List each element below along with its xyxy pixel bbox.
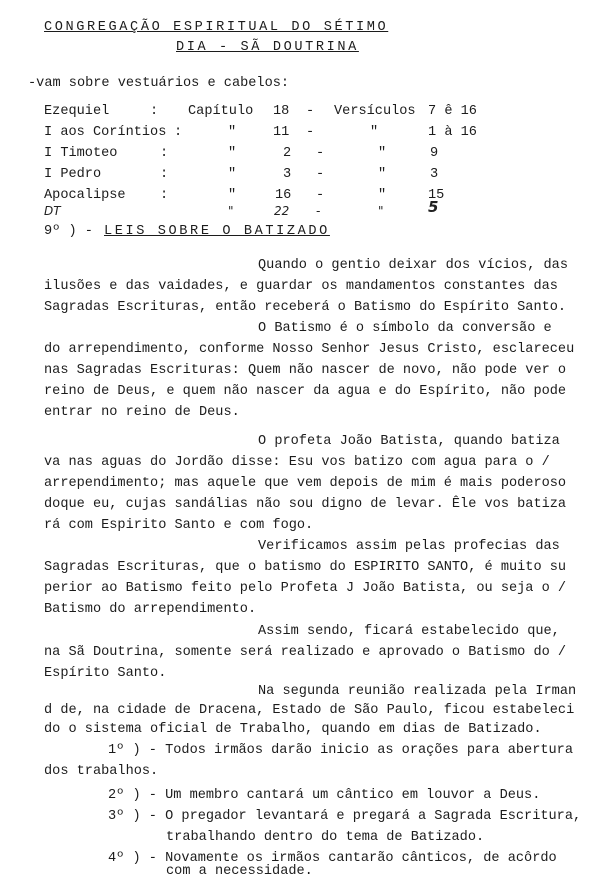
body-line: Batismo do arrependimento. [44, 602, 257, 617]
body-line: Assim sendo, ficará estabelecido que, [258, 624, 560, 639]
body-line: rá com Espirito Santo e com fogo. [44, 518, 314, 533]
body-line: d de, na cidade de Dracena, Estado de São Paulo, ficou estabeleci [44, 703, 575, 718]
body-line: dos trabalhos. [44, 764, 159, 779]
body-line: entrar no reino de Deus. [44, 405, 240, 420]
body-line: O Batismo é o símbolo da conversão e [258, 321, 552, 336]
ref-handwritten-verses: 5 [428, 198, 439, 216]
ref-verse-label: " [378, 167, 387, 182]
ref-handwritten-chapter-label: " [228, 204, 234, 218]
body-line: na Sã Doutrina, somente será realizado e aprovado o Batismo do / [44, 645, 567, 660]
ref-book: I aos Coríntios [44, 125, 167, 140]
body-line: com a necessidade. [166, 864, 313, 879]
body-line: Na segunda reunião realizada pela Irman [258, 684, 577, 699]
body-line: va nas aguas do Jordão disse: Esu vos batizo com agua para o / [44, 455, 550, 470]
ref-chapter: 11 [273, 125, 290, 140]
ref-verse-label: Versículos [334, 104, 416, 119]
section-number: 9º ) - [44, 224, 93, 239]
ref-chapter: 3 [283, 167, 292, 182]
body-line: ilusões e das vaidades, e guardar os mandamentos constantes das [44, 279, 558, 294]
ref-verses: 15 [428, 188, 445, 203]
ref-handwritten-chapter: 22 [274, 204, 290, 218]
ref-chapter-label: " [228, 167, 237, 182]
ref-verses: 1 à 16 [428, 125, 477, 140]
ref-book: I Pedro [44, 167, 102, 182]
references-intro: -vam sobre vestuários e cabelos: [28, 76, 290, 91]
body-line: trabalhando dentro do tema de Batizado. [166, 830, 485, 845]
ref-book: Apocalipse [44, 188, 126, 203]
body-line: 1º ) - Todos irmãos darão inicio as orações para abertura [108, 743, 573, 758]
ref-dash: - [306, 104, 315, 119]
body-line: arrependimento; mas aquele que vem depois de mim é mais poderoso [44, 476, 567, 491]
ref-handwritten-dash: - [316, 204, 321, 218]
ref-sep: : [150, 104, 159, 119]
ref-dash: - [316, 146, 325, 161]
ref-chapter: 18 [273, 104, 290, 119]
ref-chapter-label: " [228, 146, 237, 161]
ref-book: Ezequiel [44, 104, 110, 119]
section-title: LEIS SOBRE O BATIZADO [104, 224, 330, 239]
ref-sep: : [160, 188, 169, 203]
body-line: 4º ) - Novamente os irmãos cantarão cânticos, de acôrdo [108, 851, 557, 866]
body-line: O profeta João Batista, quando batiza [258, 434, 560, 449]
body-line: Sagradas Escrituras, então receberá o Batismo do Espírito Santo. [44, 300, 567, 315]
ref-sep: : [160, 167, 169, 182]
ref-verse-label: " [370, 125, 379, 140]
ref-book: I Timoteo [44, 146, 118, 161]
body-line: perior ao Batismo feito pelo Profeta J João Batista, ou seja o / [44, 581, 567, 596]
ref-verse-label: " [378, 146, 387, 161]
body-line: Espírito Santo. [44, 666, 167, 681]
body-line: doque eu, cujas sandálias não sou digno de levar. Êle vos batiza [44, 497, 567, 512]
ref-dash: - [306, 125, 315, 140]
body-line: do arrependimento, conforme Nosso Senhor Jesus Cristo, esclareceu [44, 342, 575, 357]
body-line: reino de Deus, e quem não nascer da agua e do Espírito, não pode [44, 384, 567, 399]
ref-chapter-label: " [228, 125, 237, 140]
ref-verses: 3 [430, 167, 439, 182]
ref-chapter-label: " [228, 188, 237, 203]
body-line: do o sistema oficial de Trabalho, quando em dias de Batizado. [44, 722, 542, 737]
ref-handwritten-book: DT [44, 204, 61, 218]
body-line: Verificamos assim pelas profecias das [258, 539, 560, 554]
ref-chapter: 2 [283, 146, 292, 161]
ref-verses: 7 ê 16 [428, 104, 477, 119]
ref-dash: - [316, 188, 325, 203]
ref-verses: 9 [430, 146, 439, 161]
body-line: Sagradas Escrituras, que o batismo do ESPIRITO SANTO, é muito su [44, 560, 567, 575]
ref-chapter-label: Capítulo [188, 104, 254, 119]
ref-chapter: 16 [275, 188, 292, 203]
document-title-line1: CONGREGAÇÃO ESPIRITUAL DO SÉTIMO [44, 20, 389, 35]
body-line: 2º ) - Um membro cantará um cântico em louvor a Deus. [108, 788, 541, 803]
ref-handwritten-verse-label: " [378, 204, 384, 218]
body-line: 3º ) - O pregador levantará e pregará a Sagrada Escritura, [108, 809, 582, 824]
body-line: nas Sagradas Escrituras: Quem não nascer de novo, não pode ver o [44, 363, 567, 378]
ref-sep: : [160, 146, 169, 161]
body-line: Quando o gentio deixar dos vícios, das [258, 258, 568, 273]
document-title-line2: DIA - SÃ DOUTRINA [176, 40, 359, 55]
ref-verse-label: " [378, 188, 387, 203]
ref-sep: : [174, 125, 183, 140]
ref-dash: - [316, 167, 325, 182]
